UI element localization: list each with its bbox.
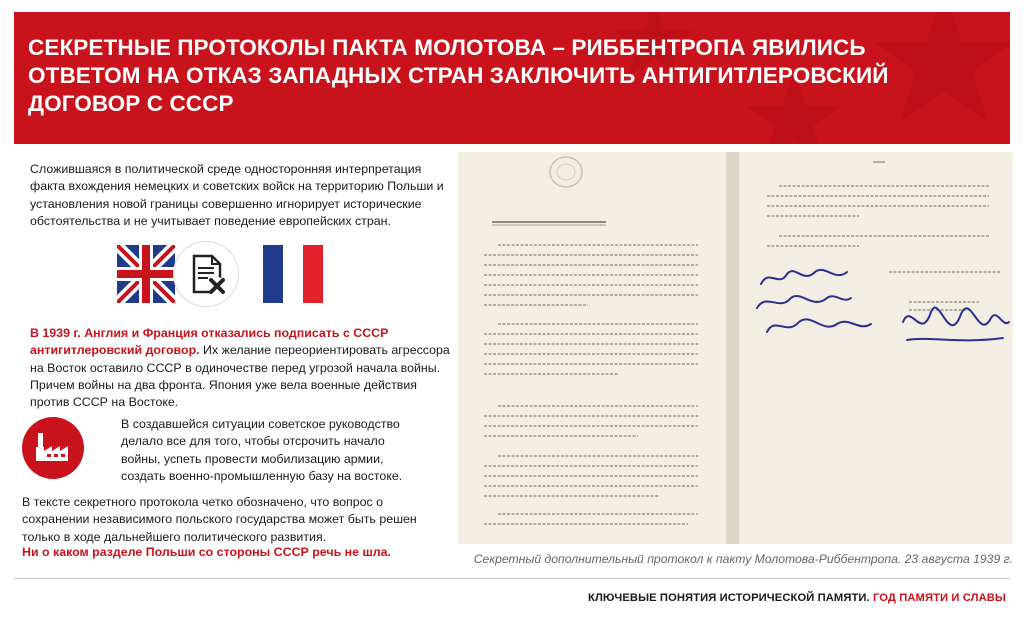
secret-protocol-document-image: [458, 152, 1013, 544]
document-page-right: [739, 152, 1013, 544]
uk-flag-icon: [117, 245, 175, 303]
france-flag-icon: [263, 245, 323, 303]
header-banner: [14, 12, 1010, 144]
paragraph-1939-text: Их желание переориентировать агрессора на Восток оставило СССР в одиночестве перед угрозой начала войны. Причем войны на два фронта. Япония уже вела военные действия против СССР на Востоке.: [30, 343, 450, 410]
document-rejected-icon: [173, 241, 239, 307]
footer-accent-text: ГОД ПАМЯТИ И СЛАВЫ: [872, 592, 1006, 604]
factory-icon: [22, 417, 84, 479]
paragraph-conclusion: Ни о каком разделе Польши со стороны СССР речь не шла.: [22, 545, 391, 559]
footer-divider: [14, 578, 1010, 579]
paragraph-1939: [30, 325, 450, 411]
paragraph-situation: В создавшейся ситуации советское руководство делало все для того, чтобы отсрочить начало войны, успеть провести мобилизацию армии, создать военно-промышленную базу на востоке.: [121, 417, 403, 483]
footer: [588, 592, 1006, 604]
paragraph-1939-highlight: В 1939 г. Англия и Франция отказались подписать с СССР антигитлеровский договор.: [30, 326, 389, 358]
intro-paragraph: Сложившаяся в политической среде односторонняя интерпретация факта вхождения немецких и советских войск на территорию Польши и установления новой границы совершенно игнорирует исторические обстоятельства и не учитывает поведение европейских стран.: [30, 162, 444, 228]
footer-main-text: КЛЮЧЕВЫЕ ПОНЯТИЯ ИСТОРИЧЕСКОЙ ПАМЯТИ.: [588, 592, 870, 604]
page-title: СЕКРЕТНЫЕ ПРОТОКОЛЫ ПАКТА МОЛОТОВА – РИББЕНТРОПА ЯВИЛИСЬ ОТВЕТОМ НА ОТКАЗ ЗАПАДНЫХ СТРАН ЗАКЛЮЧИТЬ АНТИГИТЛЕРОВСКИЙ ДОГОВОР С СССР: [28, 35, 889, 116]
document-caption: Секретный дополнительный протокол к пакту Молотова-Риббентропа. 23 августа 1939 г.: [473, 552, 1013, 566]
document-page-left: [458, 152, 726, 544]
document-page-gap: [726, 152, 739, 544]
flags-illustration: [117, 241, 323, 307]
paragraph-protocol: В тексте секретного протокола четко обозначено, что вопрос о сохранении независимого польского государства может быть решен только в ходе дальнейшего политического развития.: [22, 495, 417, 544]
